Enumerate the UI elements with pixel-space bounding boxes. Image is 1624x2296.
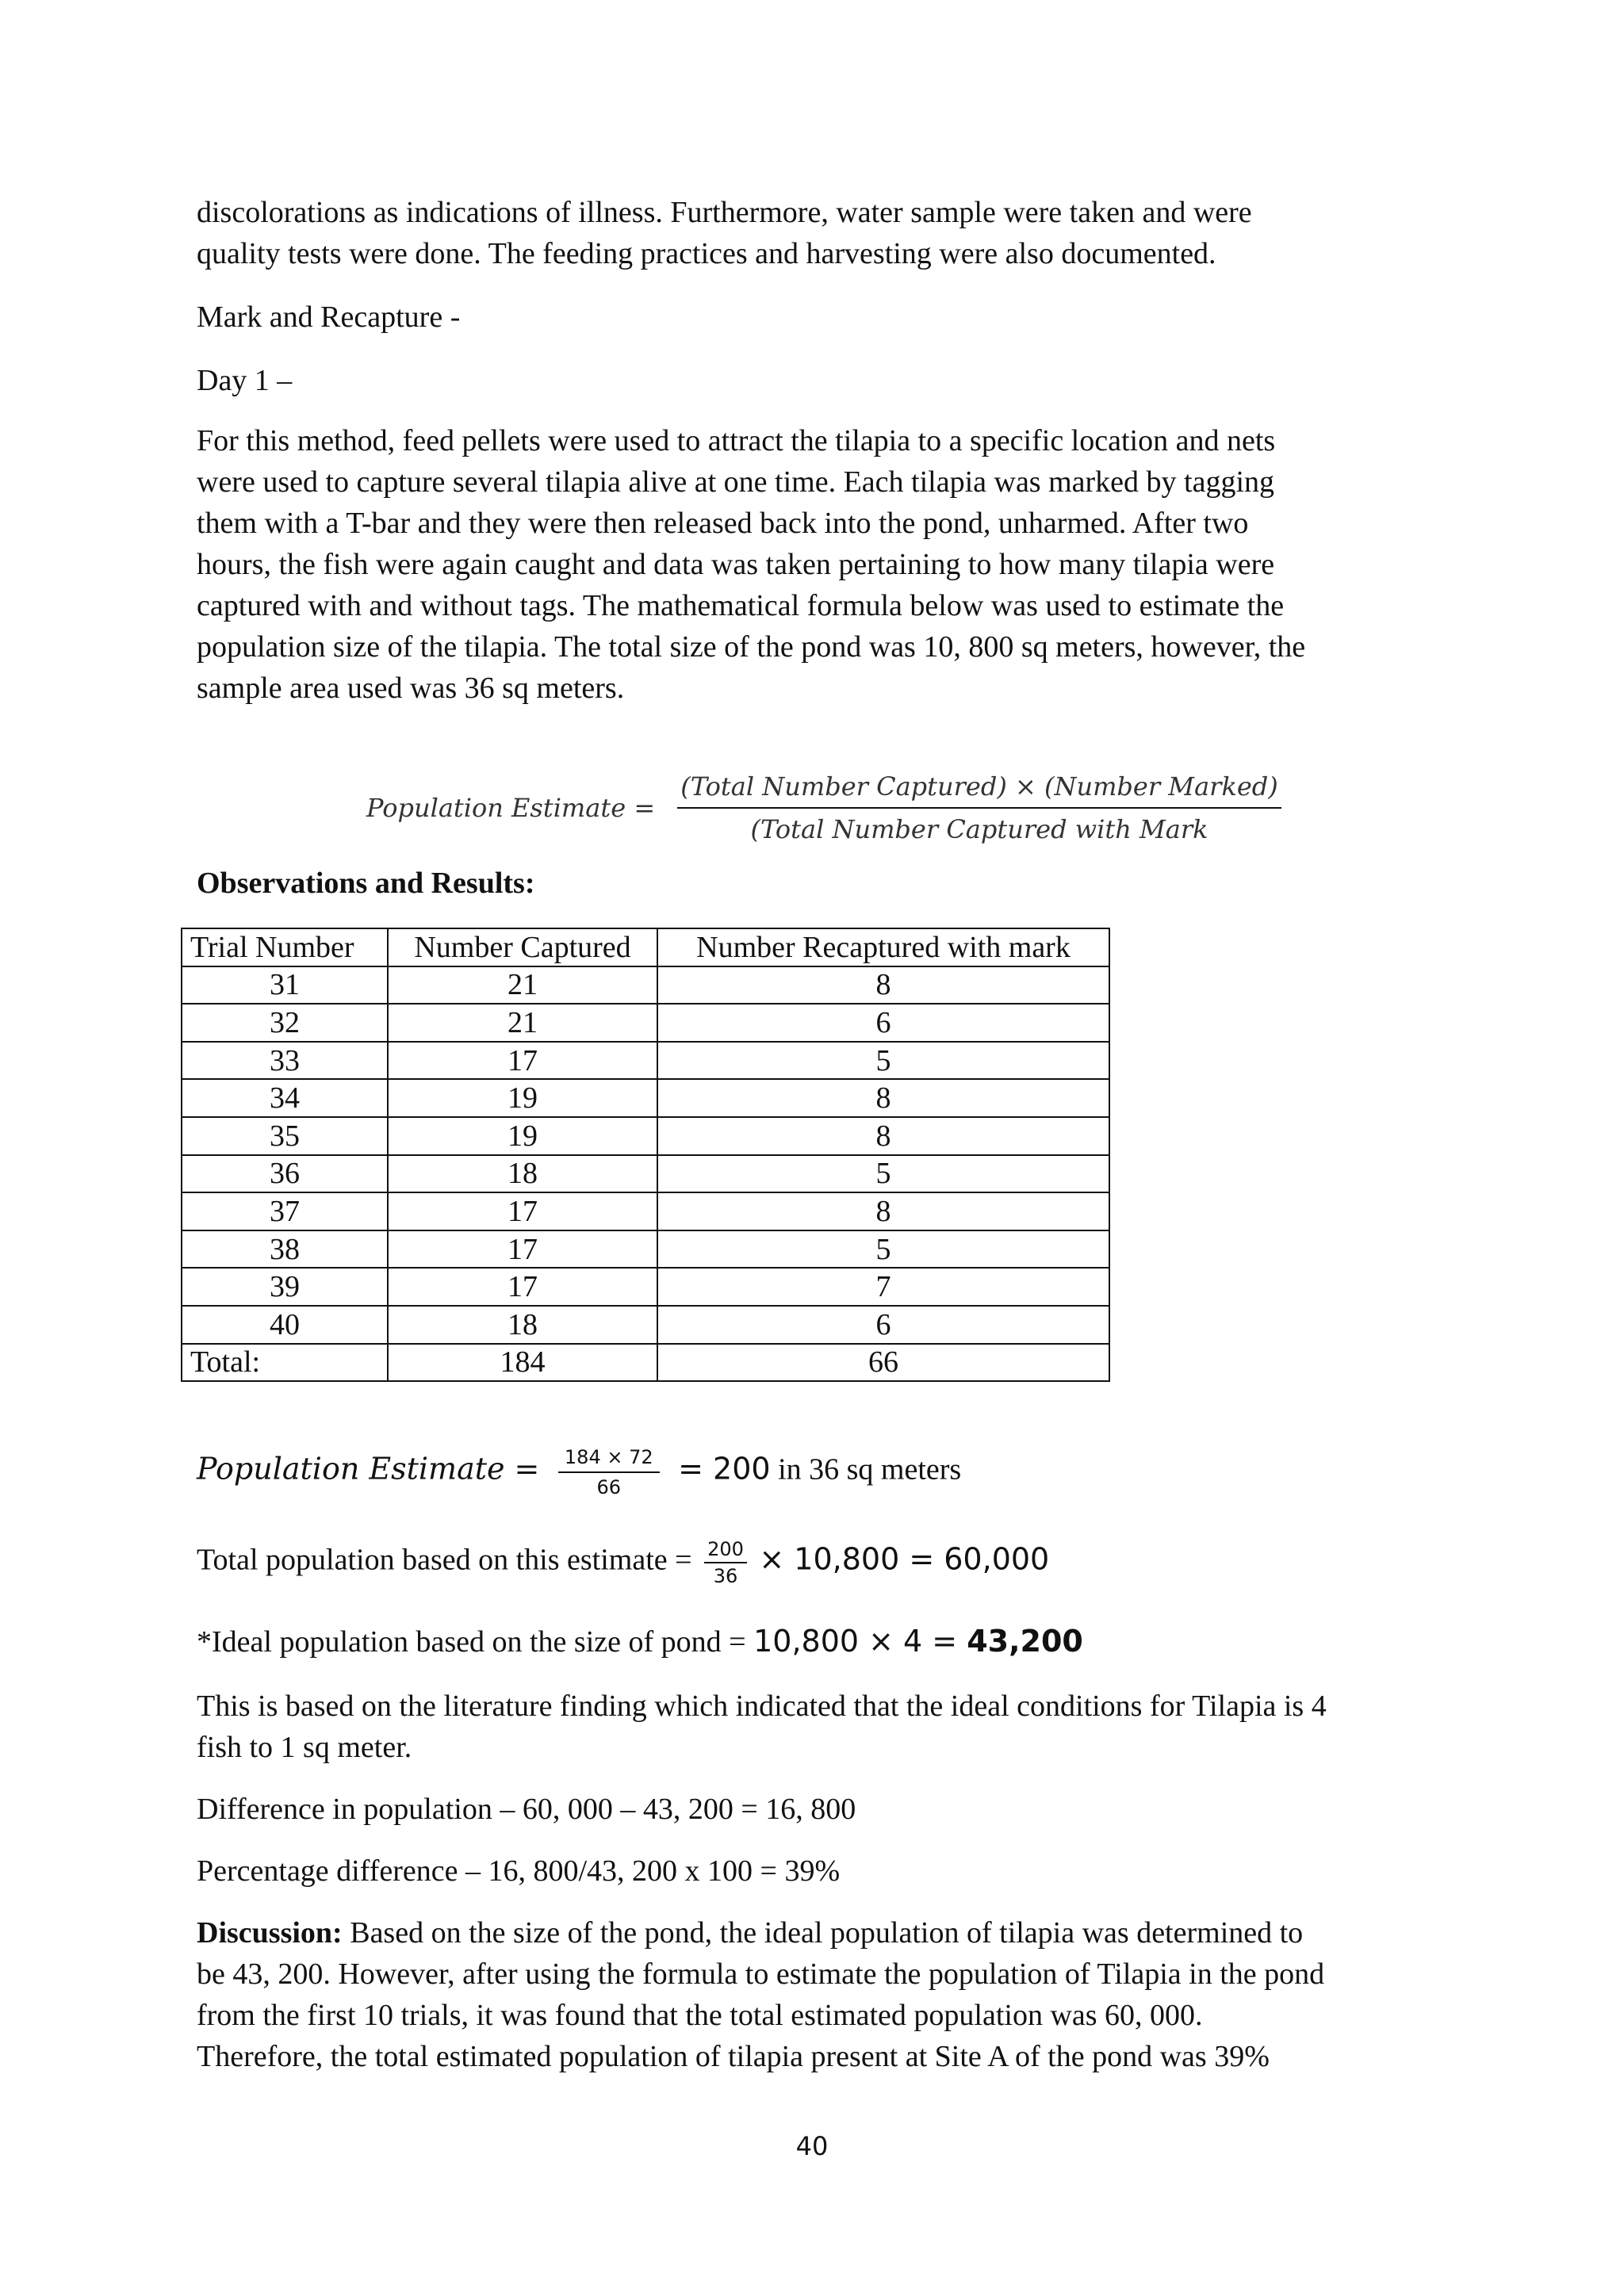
total-recaptured-cell: 66 (657, 1344, 1109, 1382)
recaptured-cell: 7 (657, 1268, 1109, 1306)
ideal-population-math: 10,800 × 4 = (753, 1624, 967, 1659)
ideal-population-result: 43,200 (967, 1624, 1083, 1659)
table-row (182, 1306, 1109, 1344)
ideal-population-line (197, 1621, 1434, 1663)
discussion-label: Discussion: (197, 1916, 343, 1950)
total-population-fraction (704, 1536, 747, 1589)
mark-recapture-heading: Mark and Recapture - (197, 300, 461, 334)
intro-line: discolorations as indications of illness. Furthermore, water sample were taken and were (197, 196, 1252, 229)
recaptured-cell: 8 (657, 1079, 1109, 1117)
table-row (182, 966, 1109, 1004)
discussion-line: from the first 10 trials, it was found that the total estimated population was 60, 000. (197, 1999, 1203, 2032)
captured-cell: 18 (388, 1155, 657, 1193)
captured-cell: 19 (388, 1079, 657, 1117)
estimate-suffix: in 36 sq meters (778, 1452, 962, 1487)
table-row (182, 1155, 1109, 1193)
trial-cell: 34 (182, 1079, 388, 1117)
recaptured-cell: 8 (657, 1117, 1109, 1155)
captured-cell: 17 (388, 1268, 657, 1306)
population-estimate-formula (366, 766, 1281, 850)
method-line: population size of the tilapia. The total size of the pond was 10, 800 sq meters, however, the (197, 630, 1306, 664)
table-row (182, 1079, 1109, 1117)
observations-heading: Observations and Results: (197, 867, 535, 900)
recaptured-cell: 5 (657, 1230, 1109, 1269)
table-row (182, 1042, 1109, 1080)
total-label-cell: Total: (182, 1344, 388, 1382)
table-row (182, 1004, 1109, 1042)
discussion-line: Therefore, the total estimated population of tilapia present at Site A of the pond was 39% (197, 2040, 1270, 2073)
table-row (182, 1268, 1109, 1306)
total-population-prefix: Total population based on this estimate = (197, 1543, 692, 1577)
captured-cell: 21 (388, 1004, 657, 1042)
intro-line: quality tests were done. The feeding practices and harvesting were also documented. (197, 237, 1216, 270)
discussion-line: be 43, 200. However, after using the formula to estimate the population of Tilapia in the pond (197, 1957, 1325, 1991)
page-number: 40 (795, 2131, 829, 2161)
recaptured-cell: 8 (657, 966, 1109, 1004)
method-line: captured with and without tags. The mathematical formula below was used to estimate the (197, 589, 1285, 622)
method-line: hours, the fish were again caught and data was taken pertaining to how many tilapia were (197, 548, 1275, 581)
literature-paragraph (197, 1686, 1434, 1768)
trial-cell: 39 (182, 1268, 388, 1306)
table-header-row (182, 928, 1109, 966)
discussion-first-line (197, 1912, 1434, 1954)
table-row (182, 1117, 1109, 1155)
trial-cell: 31 (182, 966, 388, 1004)
method-line: For this method, feed pellets were used to attract the tilapia to a specific location and nets (197, 424, 1276, 457)
method-line: sample area used was 36 sq meters. (197, 672, 625, 705)
estimate-fraction (558, 1443, 660, 1502)
discussion-text: Based on the size of the pond, the ideal population of tilapia was determined to (342, 1916, 1304, 1950)
discussion-paragraph (197, 1912, 1434, 2077)
trial-cell: 33 (182, 1042, 388, 1080)
percentage-line: Percentage difference – 16, 800/43, 200 x 100 = 39% (197, 1854, 841, 1888)
recaptured-cell: 8 (657, 1192, 1109, 1230)
trial-cell: 37 (182, 1192, 388, 1230)
captured-cell: 18 (388, 1306, 657, 1344)
difference-line: Difference in population – 60, 000 – 43, 200 = 16, 800 (197, 1793, 856, 1826)
formula-fraction (677, 766, 1281, 850)
total-population-result: × 10,800 = 60,000 (759, 1541, 1050, 1577)
captured-cell: 17 (388, 1230, 657, 1269)
method-paragraph (197, 420, 1434, 709)
trial-cell: 36 (182, 1155, 388, 1193)
estimate-denominator: 66 (596, 1476, 622, 1498)
ideal-population-text: *Ideal population based on the size of pond = (197, 1625, 754, 1659)
captured-cell: 19 (388, 1117, 657, 1155)
estimate-equation (197, 1443, 961, 1502)
day-heading: Day 1 – (197, 364, 293, 397)
recaptured-cell: 6 (657, 1306, 1109, 1344)
estimate-lhs: Population Estimate = (197, 1451, 540, 1487)
formula-denominator: (Total Number Captured with Mark (750, 814, 1208, 844)
intro-paragraph (197, 192, 1434, 274)
literature-line: This is based on the literature finding which indicated that the ideal conditions for Tilapia is 4 (197, 1689, 1327, 1723)
total-population-equation (197, 1536, 1049, 1589)
method-line: were used to capture several tilapia alive at one time. Each tilapia was marked by tagging (197, 465, 1275, 499)
estimate-result: = 200 (678, 1451, 771, 1487)
formula-numerator: (Total Number Captured) × (Number Marked) (680, 771, 1278, 802)
captured-cell: 17 (388, 1042, 657, 1080)
header-number-recaptured: Number Recaptured with mark (657, 928, 1109, 966)
trial-cell: 40 (182, 1306, 388, 1344)
trial-cell: 38 (182, 1230, 388, 1269)
recaptured-cell: 5 (657, 1042, 1109, 1080)
recaptured-cell: 5 (657, 1155, 1109, 1193)
total-population-denominator: 36 (713, 1565, 738, 1587)
header-number-captured: Number Captured (388, 928, 657, 966)
method-line: them with a T-bar and they were then released back into the pond, unharmed. After two (197, 507, 1249, 540)
header-trial-number: Trial Number (182, 928, 388, 966)
trial-cell: 32 (182, 1004, 388, 1042)
table-row (182, 1192, 1109, 1230)
captured-cell: 21 (388, 966, 657, 1004)
formula-lhs: Population Estimate = (366, 793, 656, 823)
estimate-numerator: 184 × 72 (564, 1446, 653, 1468)
table-total-row (182, 1344, 1109, 1382)
results-table (181, 928, 1110, 1382)
trial-cell: 35 (182, 1117, 388, 1155)
total-captured-cell: 184 (388, 1344, 657, 1382)
total-population-numerator: 200 (707, 1538, 744, 1560)
recaptured-cell: 6 (657, 1004, 1109, 1042)
literature-line: fish to 1 sq meter. (197, 1731, 412, 1764)
captured-cell: 17 (388, 1192, 657, 1230)
table-row (182, 1230, 1109, 1269)
